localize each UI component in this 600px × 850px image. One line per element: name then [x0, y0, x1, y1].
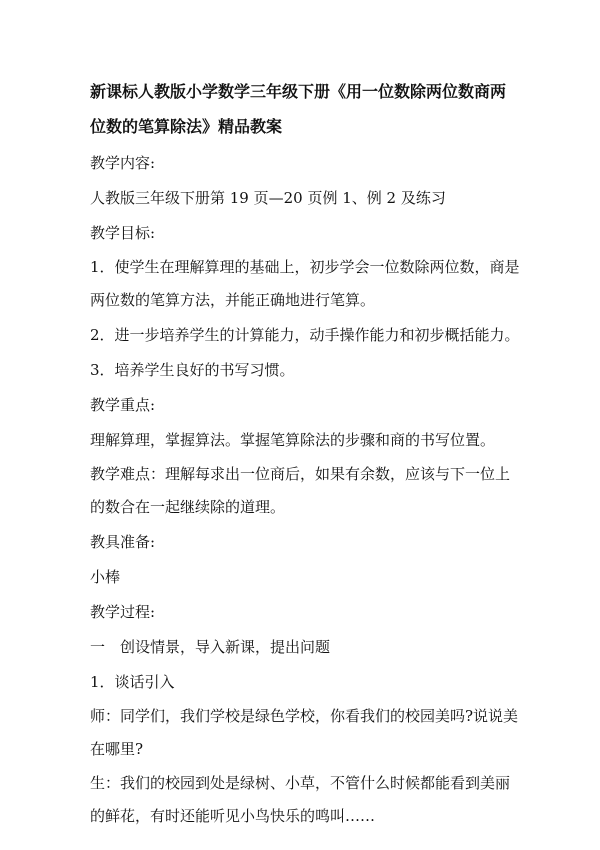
section-heading-content: 教学内容: [90, 154, 156, 172]
difficulty-text: 教学难点：理解每求出一位商后，如果有余数，应该与下一位上的数合在一起继续除的道理。 [90, 465, 511, 516]
process-substep-1: 1．谈话引入 [90, 673, 175, 691]
section-heading-key-points: 教学重点: [90, 396, 156, 414]
objective-item-2: 2．进一步培养学生的计算能力，动手操作能力和初步概括能力。 [90, 326, 520, 344]
process-step-1-heading: 一 创设情景，导入新课，提出问题 [90, 638, 331, 656]
section-heading-objectives: 教学目标: [90, 224, 156, 242]
materials-text: 小棒 [90, 568, 121, 586]
objective-item-1: 1．使学生在理解算理的基础上，初步学会一位数除两位数，商是两位数的笔算方法，并能正确地进行笔算。 [90, 258, 520, 309]
content-text: 人教版三年级下册第 19 页—20 页例 1、例 2 及练习 [90, 189, 446, 207]
section-heading-materials: 教具准备: [90, 533, 156, 551]
key-points-text: 理解算理，掌握算法。掌握笔算除法的步骤和商的书写位置。 [90, 431, 496, 449]
objective-item-3: 3．培养学生良好的书写习惯。 [90, 361, 295, 379]
document-title: 新课标人教版小学数学三年级下册《用一位数除两位数商两位数的笔算除法》精品教案 [90, 82, 507, 136]
teacher-dialogue: 师：同学们，我们学校是绿色学校，你看我们的校园美吗?说说美在哪里? [90, 707, 519, 758]
student-dialogue: 生：我们的校园到处是绿树、小草，不管什么时候都能看到美丽的鲜花，有时还能听见小鸟快乐的鸣叫…… [90, 774, 511, 825]
section-heading-process: 教学过程: [90, 603, 156, 621]
